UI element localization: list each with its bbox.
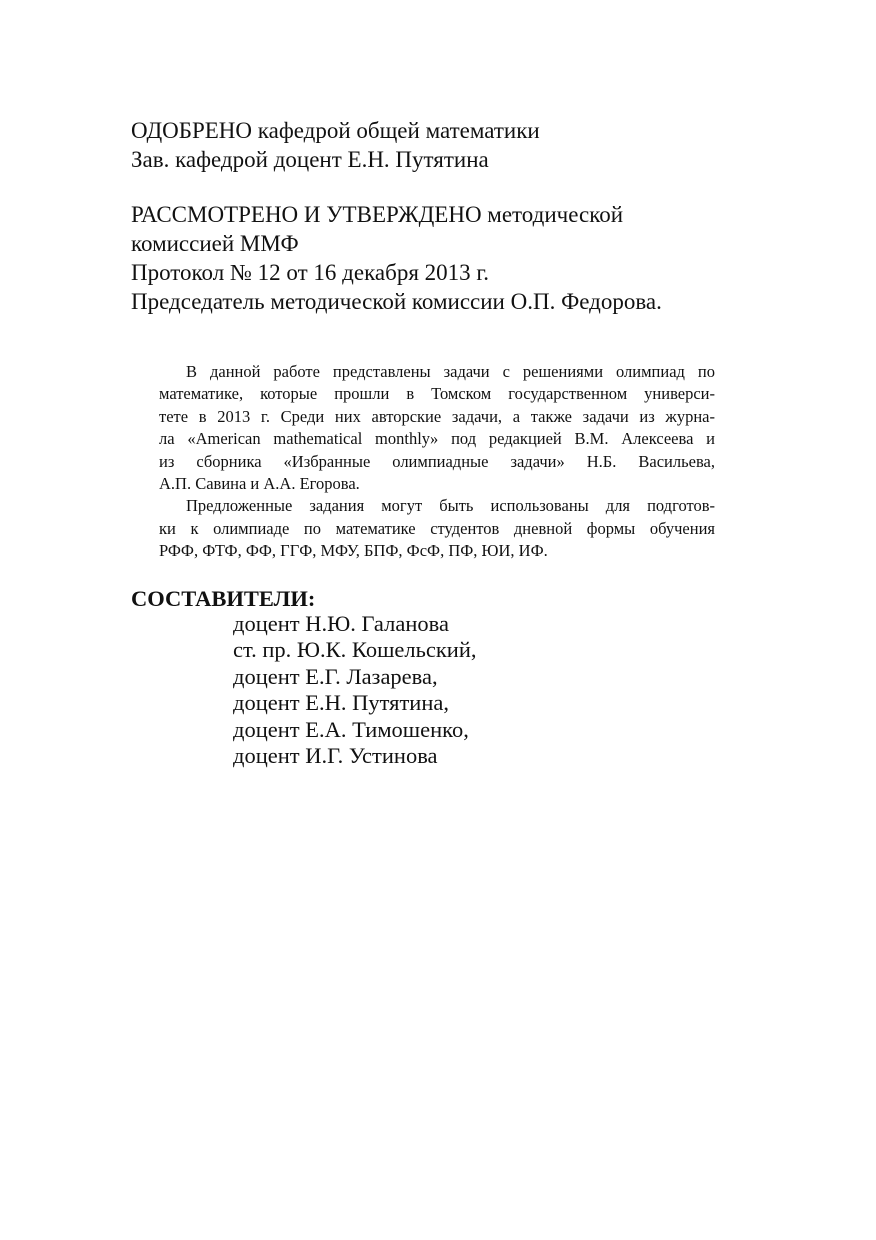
abstract-line: тете в 2013 г. Среди них авторские задачи, а также задачи из журна-: [159, 406, 715, 426]
compilers-list: [233, 611, 477, 769]
abstract-line: А.П. Савина и А.А. Егорова.: [159, 474, 360, 494]
review-block: [131, 200, 811, 316]
approval-department-line: ОДОБРЕНО кафедрой общей математики: [131, 118, 540, 143]
abstract-line: математике, которые прошли в Томском государственном универси-: [159, 384, 715, 404]
abstract-line: Предложенные задания могут быть использованы для подготов-: [186, 496, 715, 516]
review-protocol-line: Протокол № 12 от 16 декабря 2013 г.: [131, 260, 489, 285]
review-commission-line: комиссией ММФ: [131, 231, 299, 256]
compiler-name: ст. пр. Ю.К. Кошельский,: [233, 637, 477, 663]
abstract-line: ки к олимпиаде по математике студентов дневной формы обучения: [159, 518, 715, 538]
abstract: [159, 361, 715, 563]
abstract-line: из сборника «Избранные олимпиадные задачи» Н.Б. Васильева,: [159, 451, 715, 471]
abstract-paragraph-2: [159, 495, 715, 562]
compiler-name: доцент Н.Ю. Галанова: [233, 611, 449, 636]
compilers-title: СОСТАВИТЕЛИ:: [131, 586, 316, 611]
approval-head-line: Зав. кафедрой доцент Е.Н. Путятина: [131, 147, 489, 172]
compiler-name: доцент И.Г. Устинова: [233, 743, 438, 769]
abstract-line: ла «American mathematical monthly» под редакцией В.М. Алексеева и: [159, 429, 715, 449]
abstract-line: РФФ, ФТФ, ФФ, ГГФ, МФУ, БПФ, ФсФ, ПФ, ЮИ, ИФ.: [159, 541, 548, 561]
approval-block: [131, 116, 811, 174]
review-chairman-line: Председатель методической комиссии О.П. Федорова.: [131, 289, 662, 314]
compiler-name: доцент Е.Г. Лазарева,: [233, 663, 438, 689]
compiler-name: доцент Е.Н. Путятина,: [233, 690, 450, 716]
review-approved-line: РАССМОТРЕНО И УТВЕРЖДЕНО методической: [131, 202, 624, 227]
abstract-line: В данной работе представлены задачи с решениями олимпиад по: [186, 362, 715, 381]
compiler-name: доцент Е.А. Тимошенко,: [233, 716, 469, 742]
abstract-paragraph-1: [159, 361, 715, 495]
